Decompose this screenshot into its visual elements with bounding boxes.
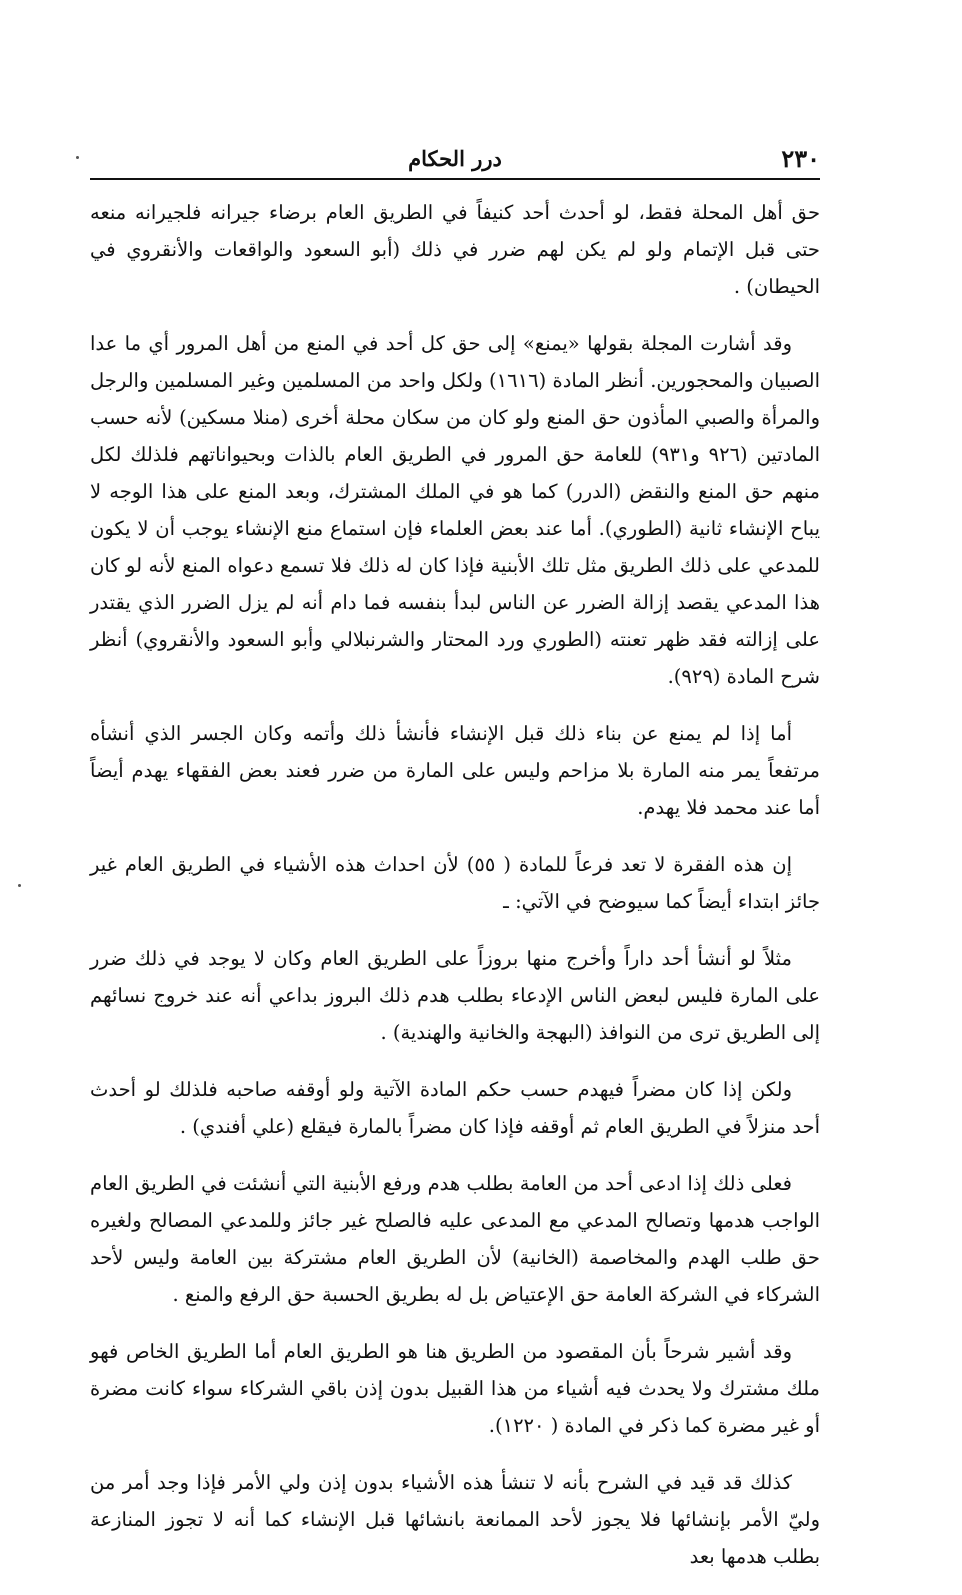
paragraph-8: وقد أشير شرحاً بأن المقصود من الطريق هنا هو الطريق العام أما الطريق الخاص فهو ملك مشترك ولا يحدث فيه أشياء من هذا القبيل بدون إذن باقي الشركاء سواء كانت مضرة أو غير مضرة كما ذكر في المادة ( ١٢٢٠).: [90, 1340, 820, 1437]
paragraph-6: ولكن إذا كان مضراً فيهدم حسب حكم المادة الآتية ولو أوقفه صاحبه فلذلك لو أحدث أحد منزلاً في الطريق العام ثم أوقفه فإذا كان مضراً بالمارة فيقلع (علي أفندي) .: [90, 1078, 820, 1138]
running-title: درر الحكام: [408, 146, 502, 171]
page-header: [90, 142, 820, 176]
paragraph-1: حق أهل المحلة فقط، لو أحدث أحد كنيفاً في الطريق العام برضاء جيرانه فلجيرانه منعه حتى قبل الإتمام ولو لم يكن لهم ضرر في ذلك (أبو السعود والواقعات والأنقروي في الحيطان) .: [90, 201, 820, 298]
page-number: ٢٣٠: [781, 144, 820, 173]
paragraph-4: إن هذه الفقرة لا تعد فرعاً للمادة ( ٥٥) لأن احداث هذه الأشياء في الطريق العام غير جائز ابتداء أيضاً كما سيوضح في الآتي: ـ: [90, 853, 820, 913]
paragraph-3: أما إذا لم يمنع عن بناء ذلك قبل الإنشاء فأنشأ ذلك وأتمه وكان الجسر الذي أنشأه مرتفعاً يمر منه المارة بلا مزاحم وليس على المارة من ضرر فعند بعض الفقهاء يهدم أيضاً أما عند محمد فلا يهدم.: [90, 722, 820, 819]
paragraph-7: فعلى ذلك إذا ادعى أحد من العامة بطلب هدم ورفع الأبنية التي أنشئت في الطريق العام الواجب هدمها وتصالح المدعي مع المدعى عليه فالصلح غير جائز وللمدعي المصالح ولغيره حق طلب الهدم والمخاصمة (الخانية) لأن الطريق العام مشتركة بين العامة وليس لأحد الشركاء في الشركة العامة حق الإعتياض بل له بطريق الحسبة حق الرفع والمنع .: [90, 1172, 820, 1306]
paragraph-5: مثلاً لو أنشأ أحد داراً وأخرج منها بروزاً على الطريق العام وكان لا يوجد في ذلك ضرر على المارة فليس لبعض الناس الإدعاء بطلب هدم ذلك البروز بداعي أنه عند خروج نسائهم إلى الطريق ترى من النوافذ (البهجة والخانية والهندية) .: [90, 947, 820, 1044]
scan-speck: [76, 156, 79, 159]
header-rule: [90, 178, 820, 180]
paragraph-9: كذلك قد قيد في الشرح بأنه لا تنشأ هذه الأشياء بدون إذن ولي الأمر فإذا وجد أمر من وليّ الأمر بإنشائها فلا يجوز لأحد الممانعة بانشائها قبل الإنشاء كما أنه لا تجوز المنازعة بطلب هدمها بعد: [90, 1471, 820, 1568]
paragraph-2: وقد أشارت المجلة بقولها «يمنع» إلى حق كل أحد في المنع من أهل المرور أي ما عدا الصبيان والمحجورين. أنظر المادة (١٦١٦) ولكل واحد من المسلمين وغير المسلمين والرجل والمرأة والصبي المأذون حق المنع ولو كان من سكان محلة أخرى (منلا مسكين) لأنه حسب المادتين (٩٢٦ و٩٣١) للعامة حق المرور في الطريق العام بالذات وبحيواناتهم فلذلك لكل منهم حق المنع والنقض (الدرر) كما هو في الملك المشترك، وبعد المنع على هذا الوجه لا يباح الإنشاء ثانية (الطوري). أما عند بعض العلماء فإن استماع منع الإنشاء يوجب أن لا يكون للمدعي على ذلك الطريق مثل تلك الأبنية فإذا كان له ذلك فلا تسمع دعواه المنع لأنه لو كان هذا المدعي يقصد إزالة الضرر عن الناس لبدأ بنفسه فما دام أنه لم يزل الضرر الذي يقتدر على إزالته فقد ظهر تعنته (الطوري ورد المحتار والشرنبلالي وأبو السعود والأنقروي) أنظر شرح المادة (٩٢٩).: [90, 332, 820, 688]
scan-speck: [18, 884, 21, 887]
page-body: [90, 194, 820, 1595]
